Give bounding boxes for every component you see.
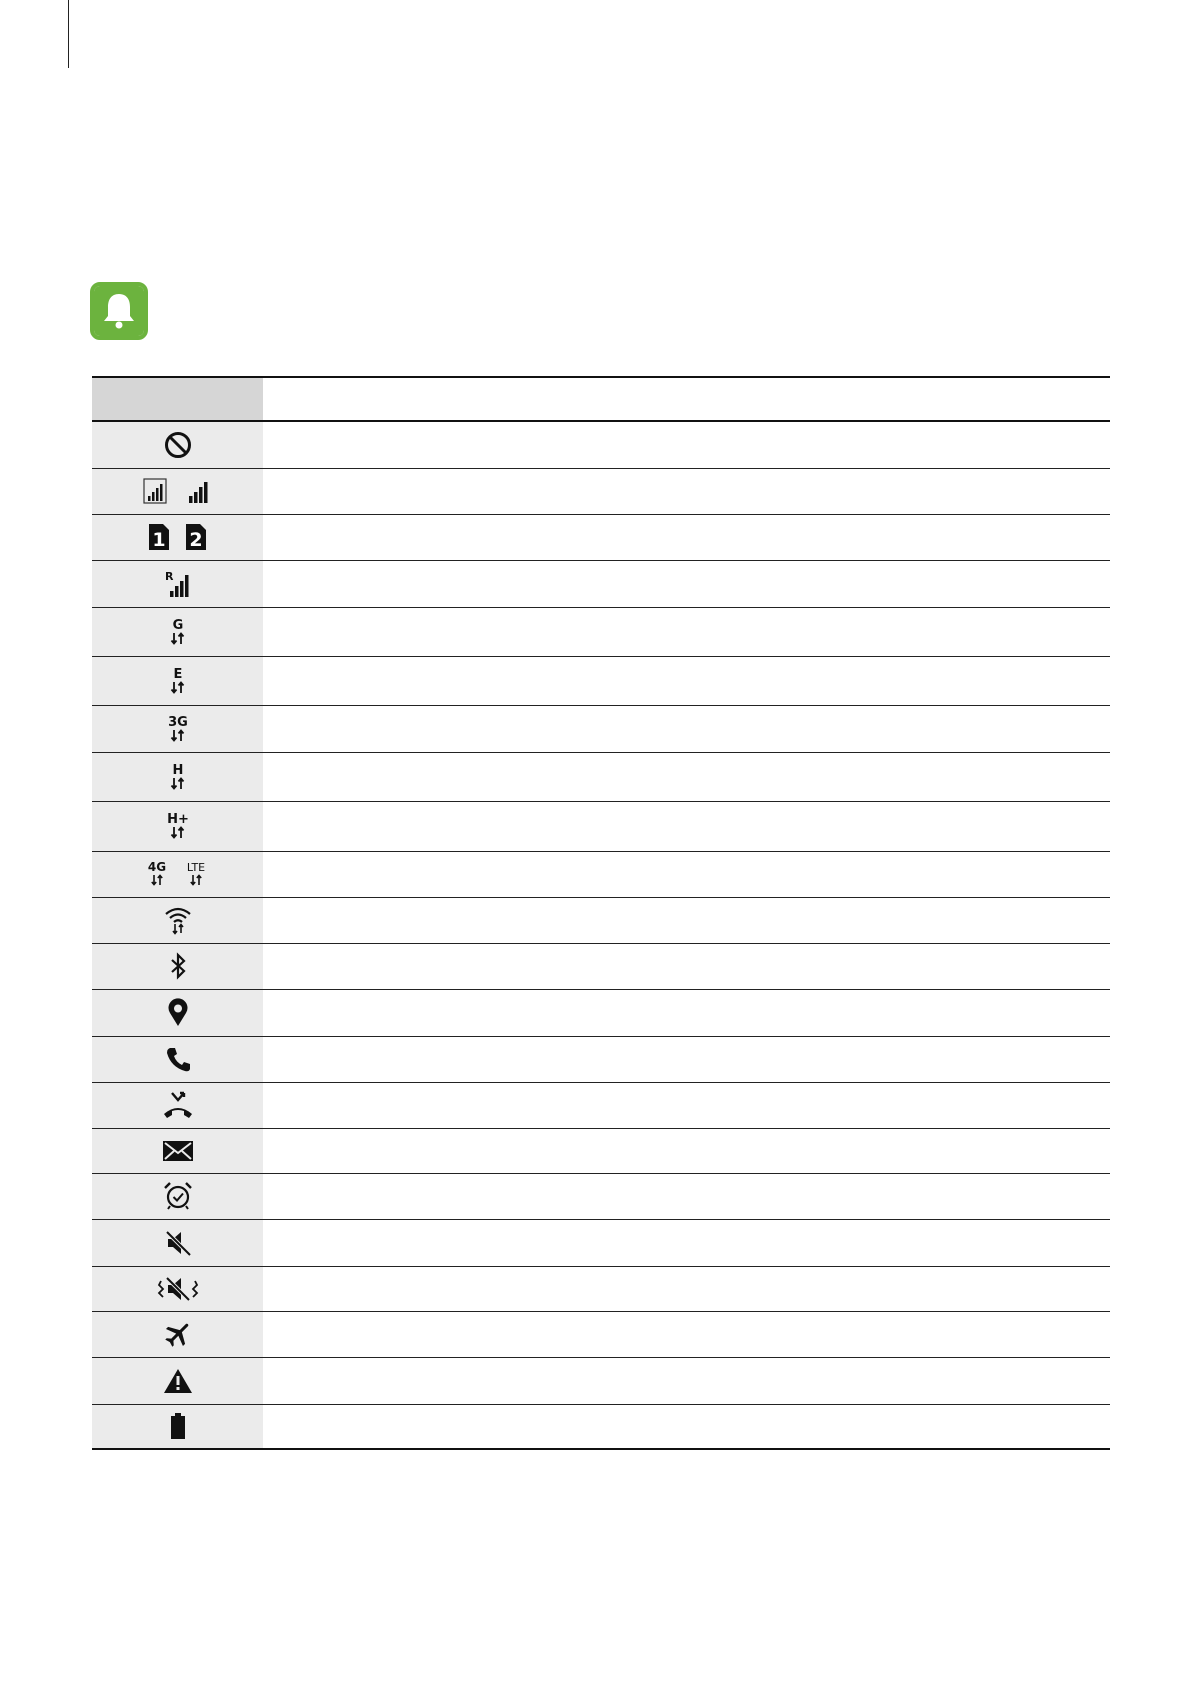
row-meaning xyxy=(263,989,1110,1036)
icon-column-header xyxy=(92,377,263,421)
table-row xyxy=(92,1357,1110,1404)
vibration-mode-icon xyxy=(157,1275,199,1303)
row-meaning xyxy=(263,1082,1110,1128)
table-row xyxy=(92,607,1110,656)
network-type-label: E xyxy=(173,666,182,682)
row-meaning xyxy=(263,1311,1110,1357)
signal-strength-icon xyxy=(143,478,213,504)
network-type-label: 4G xyxy=(147,860,166,874)
table-row xyxy=(92,1266,1110,1311)
sim-card-slots-icon xyxy=(147,522,209,552)
network-type-label: G xyxy=(172,617,183,633)
row-meaning xyxy=(263,1219,1110,1266)
network-type-label: H xyxy=(172,762,183,778)
row-meaning xyxy=(263,1128,1110,1173)
gprs-network-icon xyxy=(163,616,193,648)
umts-network-icon xyxy=(161,713,195,745)
no-signal-icon xyxy=(163,430,193,460)
table-row xyxy=(92,897,1110,943)
roaming-icon xyxy=(163,569,193,599)
row-meaning xyxy=(263,752,1110,801)
row-meaning xyxy=(263,943,1110,989)
network-type-label: 3G xyxy=(167,714,188,730)
table-row xyxy=(92,801,1110,851)
svg-text:R: R xyxy=(164,569,173,583)
table-row xyxy=(92,468,1110,514)
row-meaning xyxy=(263,421,1110,468)
row-meaning xyxy=(263,514,1110,560)
flight-mode-icon xyxy=(163,1319,193,1349)
table-row xyxy=(92,1311,1110,1357)
edge-network-icon xyxy=(163,665,193,697)
wifi-connected-icon xyxy=(163,905,193,935)
network-type-label: H+ xyxy=(166,812,189,827)
svg-text:2: 2 xyxy=(188,529,203,551)
table-row xyxy=(92,1082,1110,1128)
row-meaning xyxy=(263,468,1110,514)
table-row xyxy=(92,421,1110,468)
meaning-column-header xyxy=(263,377,1110,421)
bell-notice-icon xyxy=(90,282,148,340)
row-meaning xyxy=(263,851,1110,897)
network-type-label: LTE xyxy=(186,861,205,874)
location-icon xyxy=(166,998,190,1028)
table-row xyxy=(92,752,1110,801)
hspa-plus-network-icon xyxy=(161,810,195,842)
row-meaning xyxy=(263,1173,1110,1219)
table-row xyxy=(92,851,1110,897)
alarm-icon xyxy=(163,1181,193,1211)
status-icons-table xyxy=(92,376,1110,1450)
error-warning-icon xyxy=(163,1367,193,1395)
row-meaning xyxy=(263,705,1110,752)
table-row xyxy=(92,560,1110,607)
page-margin-rule xyxy=(68,0,69,68)
row-meaning xyxy=(263,1266,1110,1311)
table-row xyxy=(92,943,1110,989)
missed-call-icon xyxy=(162,1090,194,1120)
table-header-row xyxy=(92,377,1110,421)
row-meaning xyxy=(263,656,1110,705)
table-row xyxy=(92,989,1110,1036)
mute-mode-icon xyxy=(163,1229,193,1257)
row-meaning xyxy=(263,1357,1110,1404)
table-row xyxy=(92,705,1110,752)
row-meaning xyxy=(263,1036,1110,1082)
hsdpa-network-icon xyxy=(163,761,193,793)
table-row xyxy=(92,514,1110,560)
row-meaning xyxy=(263,1404,1110,1449)
bluetooth-icon xyxy=(166,951,190,981)
new-message-icon xyxy=(162,1139,194,1163)
battery-level-icon xyxy=(167,1412,189,1440)
row-meaning xyxy=(263,560,1110,607)
table-row xyxy=(92,1128,1110,1173)
row-meaning xyxy=(263,897,1110,943)
table-row xyxy=(92,1219,1110,1266)
table-row xyxy=(92,1036,1110,1082)
row-meaning xyxy=(263,801,1110,851)
svg-text:1: 1 xyxy=(151,529,166,551)
row-meaning xyxy=(263,607,1110,656)
table-row xyxy=(92,1173,1110,1219)
lte-network-icon xyxy=(145,859,211,889)
table-row xyxy=(92,656,1110,705)
call-in-progress-icon xyxy=(165,1045,191,1073)
table-row xyxy=(92,1404,1110,1449)
